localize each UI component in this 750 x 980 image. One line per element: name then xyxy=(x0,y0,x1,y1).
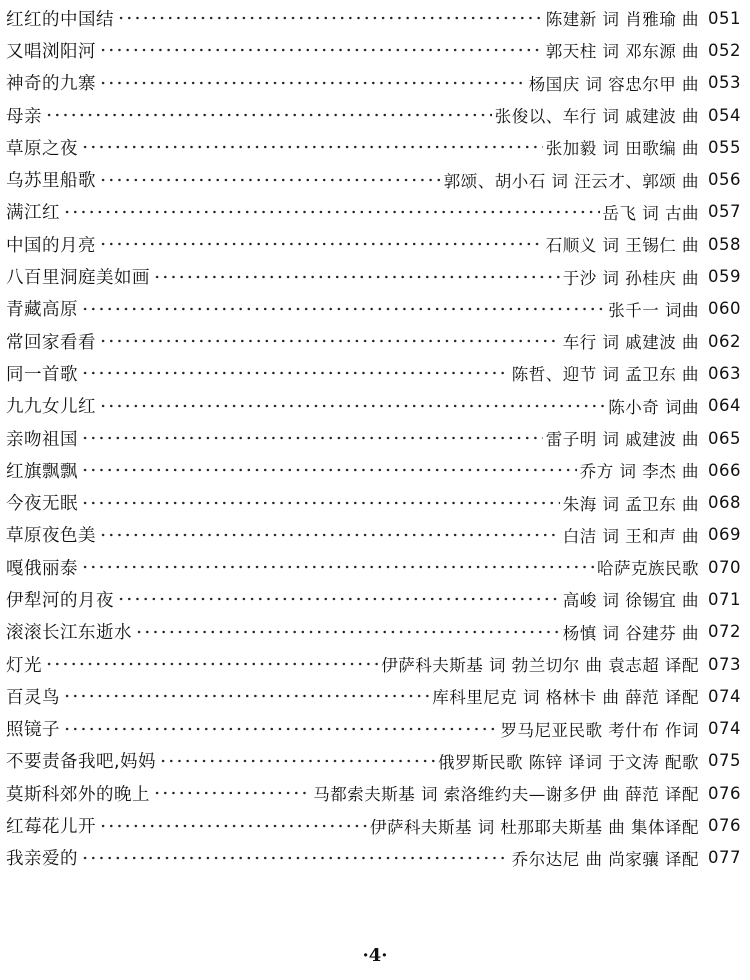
toc-entry xyxy=(6,713,741,745)
toc-entry xyxy=(6,680,741,712)
song-credits: 张俊以、车行 词 戚建波 曲 xyxy=(494,107,699,127)
song-credits: 岳飞 词 古曲 xyxy=(602,203,699,223)
song-title: 照镜子 xyxy=(6,720,60,741)
toc-entry xyxy=(6,616,741,648)
song-credits: 白洁 词 王和声 曲 xyxy=(562,526,699,546)
song-credits: 张千一 词曲 xyxy=(608,300,699,320)
page-ref: 060 xyxy=(708,299,741,319)
toc-entry xyxy=(6,583,741,615)
page-ref: 063 xyxy=(708,363,741,383)
toc-entry xyxy=(6,67,741,99)
song-title: 莫斯科郊外的晚上 xyxy=(6,784,150,805)
page-ref: 065 xyxy=(708,428,741,448)
song-credits: 罗马尼亚民歌 考什布 作词 xyxy=(500,720,699,740)
toc-entry xyxy=(6,486,741,518)
table-of-contents xyxy=(6,2,741,874)
song-title: 九九女儿红 xyxy=(6,397,96,418)
dot-leader xyxy=(153,783,310,803)
toc-entry xyxy=(6,2,741,34)
song-title: 我亲爱的 xyxy=(6,849,78,870)
page-ref: 074 xyxy=(708,719,741,739)
page-ref: 068 xyxy=(708,493,741,513)
song-credits: 郭颂、胡小石 词 汪云才、郭颂 曲 xyxy=(443,171,699,191)
song-credits: 陈哲、迎节 词 孟卫东 曲 xyxy=(511,365,699,385)
dot-leader xyxy=(99,73,526,93)
song-credits: 于沙 词 孙桂庆 曲 xyxy=(562,268,699,288)
dot-leader xyxy=(45,105,492,125)
page-ref: 069 xyxy=(708,525,741,545)
dot-leader xyxy=(81,848,509,868)
toc-entry xyxy=(6,842,741,874)
toc-entry xyxy=(6,357,741,389)
dot-leader xyxy=(81,557,594,577)
toc-entry xyxy=(6,519,741,551)
song-credits: 郭天柱 词 邓东源 曲 xyxy=(545,42,699,62)
dot-leader xyxy=(99,331,560,351)
song-title: 百灵鸟 xyxy=(6,687,60,708)
song-title: 滚滚长江东逝水 xyxy=(6,623,132,644)
dot-leader xyxy=(117,8,543,28)
page-ref: 074 xyxy=(708,686,741,706)
song-title: 又唱浏阳河 xyxy=(6,41,96,62)
song-title: 乌苏里船歌 xyxy=(6,171,96,192)
page-ref: 058 xyxy=(708,234,741,254)
page-ref: 076 xyxy=(708,783,741,803)
song-title: 伊犁河的月夜 xyxy=(6,590,114,611)
dot-leader xyxy=(45,654,378,674)
song-credits: 杨国庆 词 容忠尔甲 曲 xyxy=(528,74,699,94)
song-credits: 乔尔达尼 曲 尚家骧 译配 xyxy=(511,849,699,869)
page-ref: 053 xyxy=(708,73,741,93)
dot-leader xyxy=(99,816,367,836)
page-ref: 054 xyxy=(708,105,741,125)
song-title: 红莓花儿开 xyxy=(6,817,96,838)
song-title: 神奇的九寨 xyxy=(6,74,96,95)
page-ref: 077 xyxy=(708,848,741,868)
song-credits: 车行 词 戚建波 曲 xyxy=(562,333,699,353)
song-title: 红红的中国结 xyxy=(6,9,114,30)
song-title: 八百里洞庭美如画 xyxy=(6,268,150,289)
toc-entry xyxy=(6,390,741,422)
song-credits: 马都索夫斯基 词 索洛维约夫—谢多伊 曲 薛范 译配 xyxy=(313,785,699,805)
toc-entry xyxy=(6,228,741,260)
toc-entry xyxy=(6,131,741,163)
toc-entry xyxy=(6,648,741,680)
dot-leader xyxy=(63,202,600,222)
song-credits: 陈建新 词 肖雅瑜 曲 xyxy=(545,10,699,30)
toc-entry xyxy=(6,745,741,777)
dot-leader xyxy=(63,686,429,706)
toc-entry xyxy=(6,163,741,195)
song-title: 草原之夜 xyxy=(6,138,78,159)
page-ref: 055 xyxy=(708,137,741,157)
dot-leader xyxy=(81,428,543,448)
dot-leader xyxy=(81,137,543,157)
song-credits: 朱海 词 孟卫东 曲 xyxy=(562,494,699,514)
page-ref: 076 xyxy=(708,816,741,836)
song-credits: 张加毅 词 田歌编 曲 xyxy=(545,139,699,159)
page-ref: 071 xyxy=(708,589,741,609)
song-title: 母亲 xyxy=(6,106,42,127)
dot-leader xyxy=(81,460,577,480)
toc-entry xyxy=(6,196,741,228)
song-title: 今夜无眠 xyxy=(6,494,78,515)
dot-leader xyxy=(159,751,435,771)
page-ref: 072 xyxy=(708,622,741,642)
song-credits: 伊萨科夫斯基 词 勃兰切尔 曲 袁志超 译配 xyxy=(381,656,699,676)
song-credits: 石顺义 词 王锡仁 曲 xyxy=(545,236,699,256)
toc-entry xyxy=(6,325,741,357)
song-credits: 哈萨克族民歌 xyxy=(597,559,699,579)
page-ref: 052 xyxy=(708,40,741,60)
song-credits: 陈小奇 词曲 xyxy=(608,397,699,417)
song-credits: 库科里尼克 词 格林卡 曲 薛范 译配 xyxy=(432,688,699,708)
page-ref: 070 xyxy=(708,557,741,577)
page-number: ·4· xyxy=(362,945,388,966)
page-ref: 062 xyxy=(708,331,741,351)
dot-leader xyxy=(117,589,560,609)
toc-entry xyxy=(6,293,741,325)
toc-entry xyxy=(6,422,741,454)
toc-entry xyxy=(6,809,741,841)
song-credits: 乔方 词 李杰 曲 xyxy=(579,462,699,482)
toc-entry xyxy=(6,99,741,131)
song-title: 青藏高原 xyxy=(6,300,78,321)
song-title: 常回家看看 xyxy=(6,332,96,353)
song-title: 草原夜色美 xyxy=(6,526,96,547)
dot-leader xyxy=(99,396,605,416)
song-title: 中国的月亮 xyxy=(6,235,96,256)
dot-leader xyxy=(81,493,560,513)
dot-leader xyxy=(99,525,560,545)
song-credits: 高峻 词 徐锡宜 曲 xyxy=(562,591,699,611)
song-title: 亲吻祖国 xyxy=(6,429,78,450)
page-ref: 059 xyxy=(708,267,741,287)
page-ref: 057 xyxy=(708,202,741,222)
dot-leader xyxy=(81,363,509,383)
dot-leader xyxy=(153,267,560,287)
song-title: 满江红 xyxy=(6,203,60,224)
dot-leader xyxy=(81,299,605,319)
song-title: 灯光 xyxy=(6,655,42,676)
song-credits: 雷子明 词 戚建波 曲 xyxy=(545,430,699,449)
page-ref: 073 xyxy=(708,654,741,674)
page-ref: 075 xyxy=(708,751,741,771)
song-title: 同一首歌 xyxy=(6,364,78,385)
dot-leader xyxy=(63,719,498,739)
toc-entry xyxy=(6,551,741,583)
dot-leader xyxy=(135,622,560,642)
toc-entry xyxy=(6,260,741,292)
song-title: 红旗飘飘 xyxy=(6,461,78,482)
dot-leader xyxy=(99,234,543,254)
song-credits: 杨慎 词 谷建芬 曲 xyxy=(562,623,699,643)
toc-entry xyxy=(6,34,741,66)
song-title: 嘎俄丽泰 xyxy=(6,558,78,579)
page-ref: 064 xyxy=(708,396,741,416)
song-credits: 俄罗斯民歌 陈锌 译词 于文涛 配歌 xyxy=(438,752,699,772)
dot-leader xyxy=(99,170,441,190)
song-credits: 伊萨科夫斯基 词 杜那耶夫斯基 曲 集体译配 xyxy=(370,817,699,837)
toc-entry xyxy=(6,777,741,809)
page-ref: 056 xyxy=(708,170,741,190)
toc-entry xyxy=(6,454,741,486)
dot-leader xyxy=(99,40,543,60)
page-ref: 066 xyxy=(708,460,741,480)
page-ref: 051 xyxy=(708,8,741,28)
song-title: 不要责备我吧,妈妈 xyxy=(6,752,157,773)
